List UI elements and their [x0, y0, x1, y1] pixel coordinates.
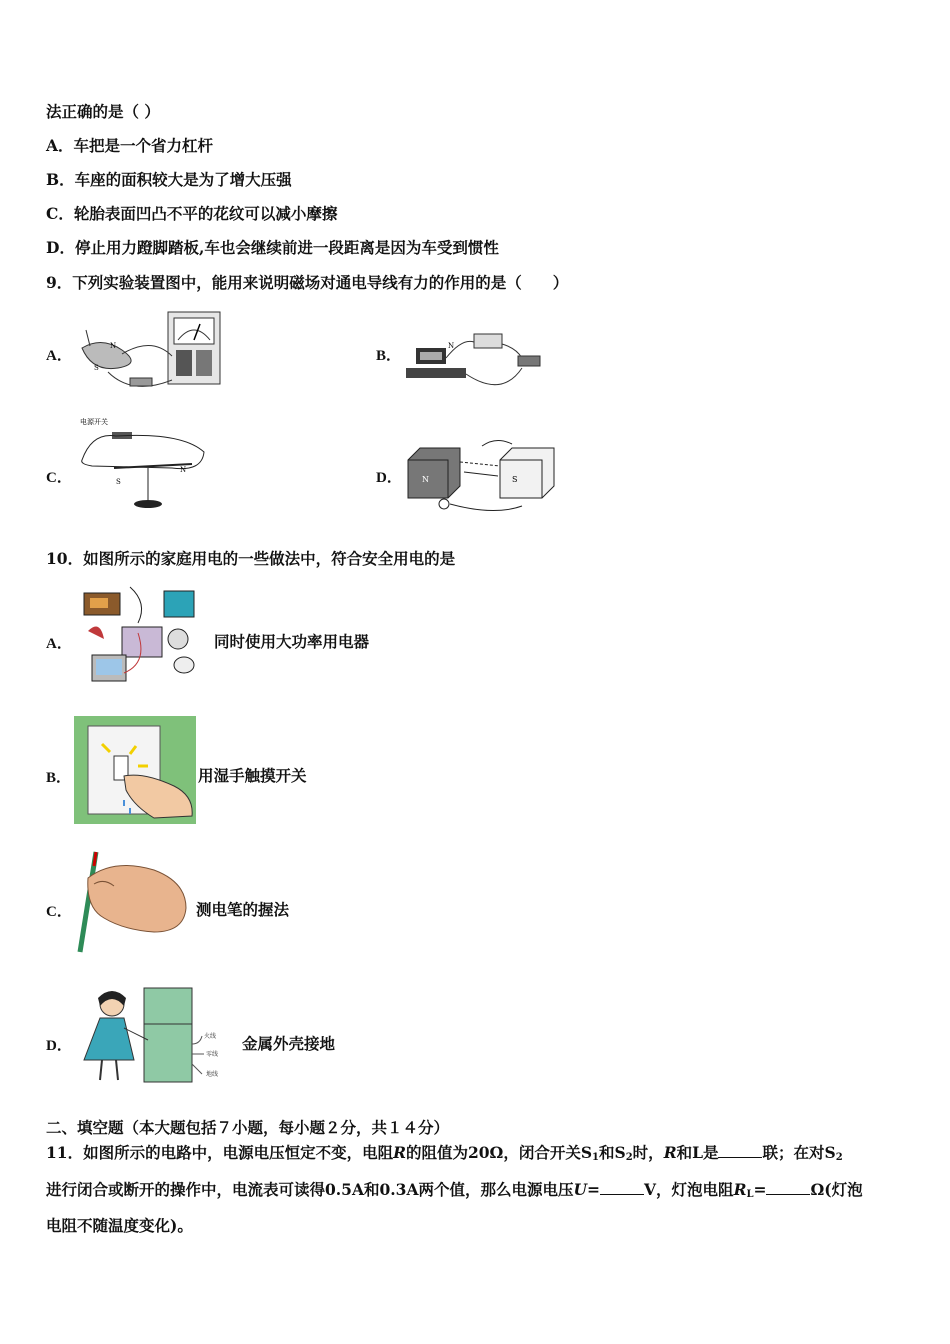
q10-option-c-text: 测电笔的握法	[196, 900, 290, 919]
q11-line3: 电阻不随温度变化)。	[46, 1216, 193, 1235]
q9-a-n: N	[110, 342, 117, 350]
q9-d-s: S	[512, 475, 518, 484]
q9-label-c: C．	[46, 470, 72, 486]
q9-label-a: A．	[46, 348, 72, 364]
q8-option-a: A．车把是一个省力杠杆	[46, 136, 214, 155]
q9-a-s: S	[94, 364, 99, 372]
q11-blank-2[interactable]	[600, 1180, 644, 1195]
q9-label-d: D．	[376, 470, 402, 486]
q9-c-n: N	[180, 466, 187, 474]
q10-d-ground: 地线	[206, 1071, 219, 1078]
q10-d-neutral: 零线	[206, 1051, 219, 1058]
q10-label-b: B．	[46, 770, 72, 786]
q11-blank-3[interactable]	[766, 1180, 810, 1195]
q10-label-a: A．	[46, 636, 72, 652]
q10-option-a-text: 同时使用大功率用电器	[214, 632, 370, 651]
q9-b-n: N	[448, 342, 455, 350]
q11-blank-1[interactable]	[718, 1143, 762, 1158]
q10-label-c: C．	[46, 904, 72, 920]
section2-title: 二、填空题（本大题包括７小题，每小题２分，共１４分）	[46, 1118, 450, 1137]
q10-option-d-text: 金属外壳接地	[242, 1034, 336, 1053]
q9-label-b: B．	[376, 348, 402, 364]
q10-figure-c-test-pen-grip	[74, 848, 190, 956]
q9-figure-a-galvanometer	[72, 306, 226, 394]
q9-stem: 9．下列实验装置图中，能用来说明磁场对通电导线有力的作用的是（ ）	[46, 273, 569, 292]
q8-option-d: D．停止用力蹬脚踏板,车也会继续前进一段距离是因为车受到惯性	[46, 238, 499, 257]
q9-figure-b-motor-setup	[402, 328, 556, 394]
q9-figure-d-generator	[404, 432, 558, 516]
q9-figure-c-compass-wire	[72, 412, 208, 516]
q9-d-n: N	[422, 475, 429, 484]
q11-line2: 进行闭合或断开的操作中，电流表可读得0.5A和0.3A两个值，那么电源电压U= V，灯泡电阻$R_L= \Omega$(灯泡	[46, 1180, 863, 1200]
q10-d-live: 火线	[204, 1033, 217, 1040]
q8-stem-tail: 法正确的是（ ）	[46, 102, 160, 121]
q10-label-d: D．	[46, 1038, 72, 1054]
q10-figure-b-wet-hand-switch	[74, 716, 196, 824]
q10-stem: 10．如图所示的家庭用电的一些做法中，符合安全用电的是	[46, 549, 456, 568]
q10-figure-d-grounded-fridge	[76, 984, 236, 1088]
q8-option-c: C．轮胎表面凹凸不平的花纹可以减小摩擦	[46, 204, 338, 223]
q9-c-s: S	[116, 478, 121, 486]
q11-line1: 11．如图所示的电路中，电源电压恒定不变，电阻R的阻值为20Ω，闭合开关$S_1$和$S_2$时，R和L是 联；在对$S_2$	[46, 1143, 843, 1163]
q10-figure-a-appliances	[78, 583, 210, 689]
q9-c-title: 电源开关	[80, 418, 108, 426]
q10-option-b-text: 用湿手触摸开关	[198, 766, 307, 785]
q8-option-b: B．车座的面积较大是为了增大压强	[46, 170, 292, 189]
